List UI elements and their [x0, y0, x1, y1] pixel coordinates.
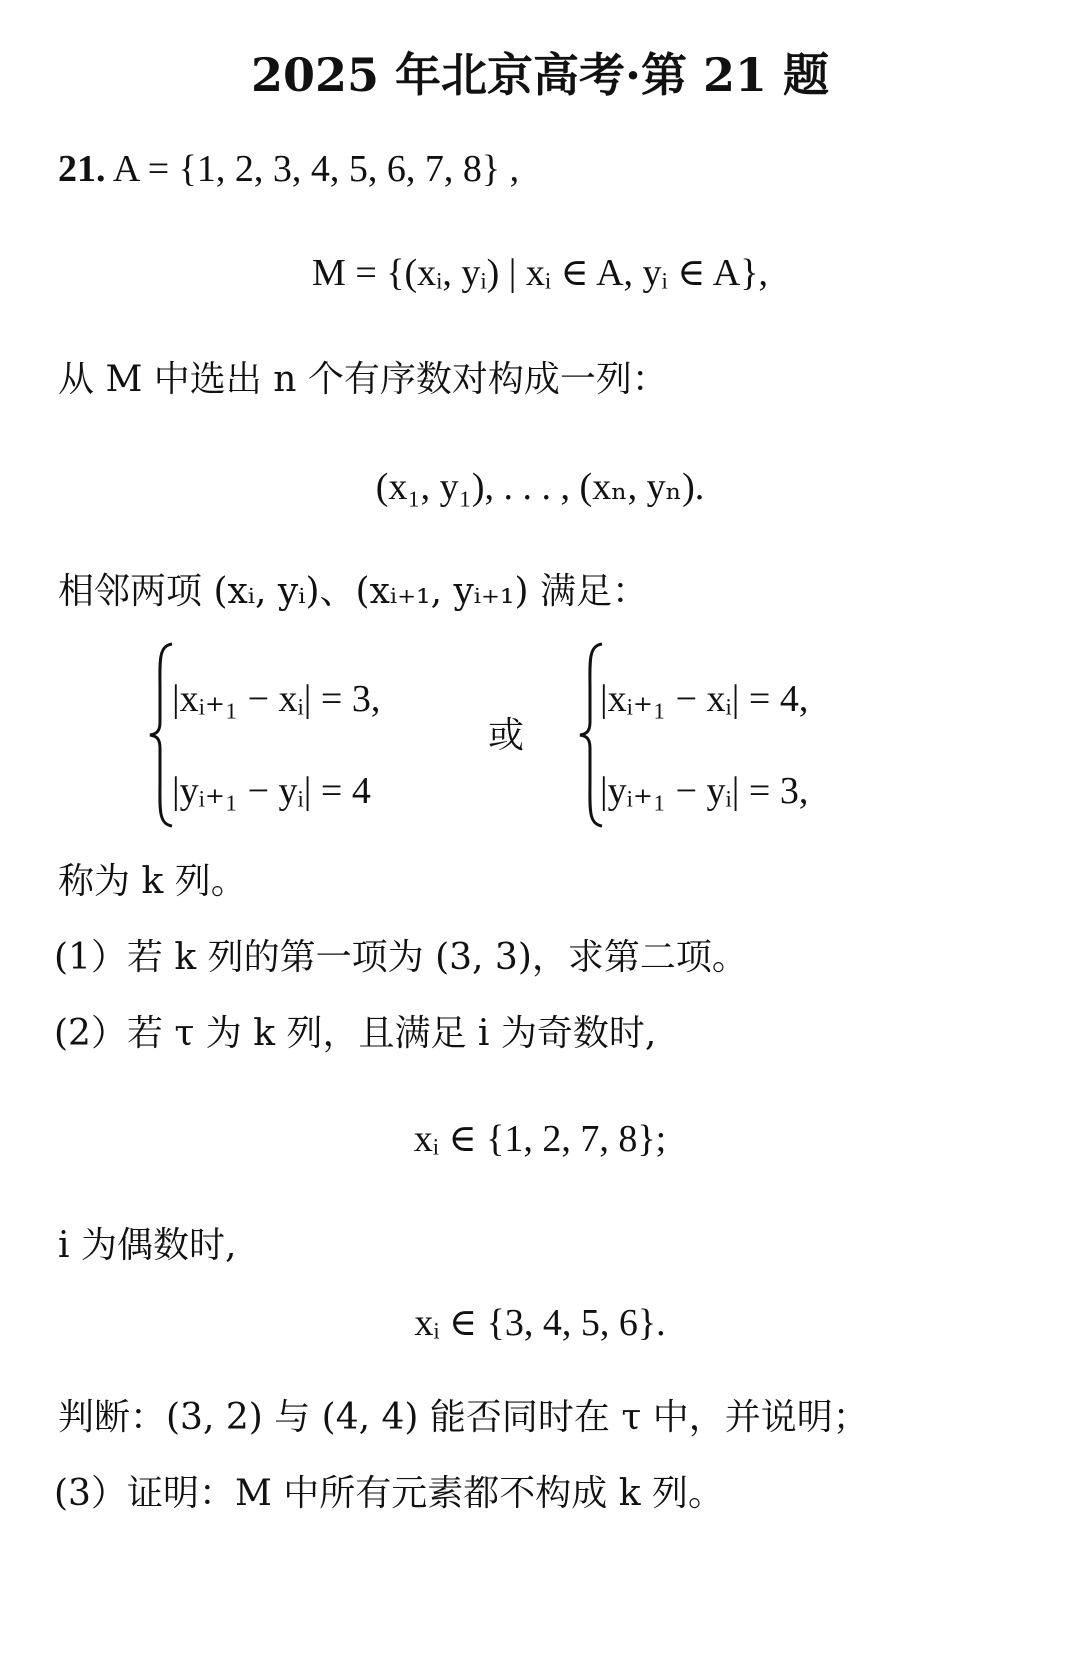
- condition-2-y: |yᵢ₊₁ − yᵢ| = 3,: [600, 770, 809, 812]
- select-instruction: 从 M 中选出 n 个有序数对构成一列：: [58, 359, 668, 400]
- odd-index-set: xᵢ ∈ {1, 2, 7, 8};: [413, 1118, 667, 1160]
- even-index-set: xᵢ ∈ {3, 4, 5, 6}.: [414, 1302, 666, 1344]
- question-1: (1）若 k 列的第一项为 (3, 3)，求第二项。: [54, 937, 748, 978]
- judge-instruction: 判断：(3, 2) 与 (4, 4) 能否同时在 τ 中，并说明；: [58, 1397, 869, 1438]
- question-2: (2）若 τ 为 k 列，且满足 i 为奇数时,: [54, 1013, 657, 1054]
- set-m-definition: M = {(xᵢ, yᵢ) | xᵢ ∈ A, yᵢ ∈ A},: [312, 252, 768, 294]
- condition-1-x: |xᵢ₊₁ − xᵢ| = 3,: [172, 678, 381, 720]
- page-title: 2025 年北京高考·第 21 题: [250, 48, 830, 102]
- question-3: (3）证明：M 中所有元素都不构成 k 列。: [54, 1473, 724, 1514]
- adjacent-condition-text: 相邻两项 (xᵢ, yᵢ)、(xᵢ₊₁, yᵢ₊₁) 满足：: [58, 571, 648, 612]
- or-connector: 或: [488, 715, 525, 756]
- set-a-line: [58, 150, 519, 188]
- condition-2-x: |xᵢ₊₁ − xᵢ| = 4,: [600, 678, 809, 720]
- even-index-text: i 为偶数时,: [58, 1225, 237, 1266]
- left-brace-1: [148, 642, 174, 828]
- set-a-definition: A = {1, 2, 3, 4, 5, 6, 7, 8} ,: [112, 148, 520, 190]
- sequence-expression: (x₁, y₁), . . . , (xₙ, yₙ).: [375, 466, 705, 508]
- condition-1-y: |yᵢ₊₁ − yᵢ| = 4: [172, 770, 371, 812]
- k-sequence-definition: 称为 k 列。: [58, 861, 247, 902]
- problem-number: 21.: [58, 148, 106, 190]
